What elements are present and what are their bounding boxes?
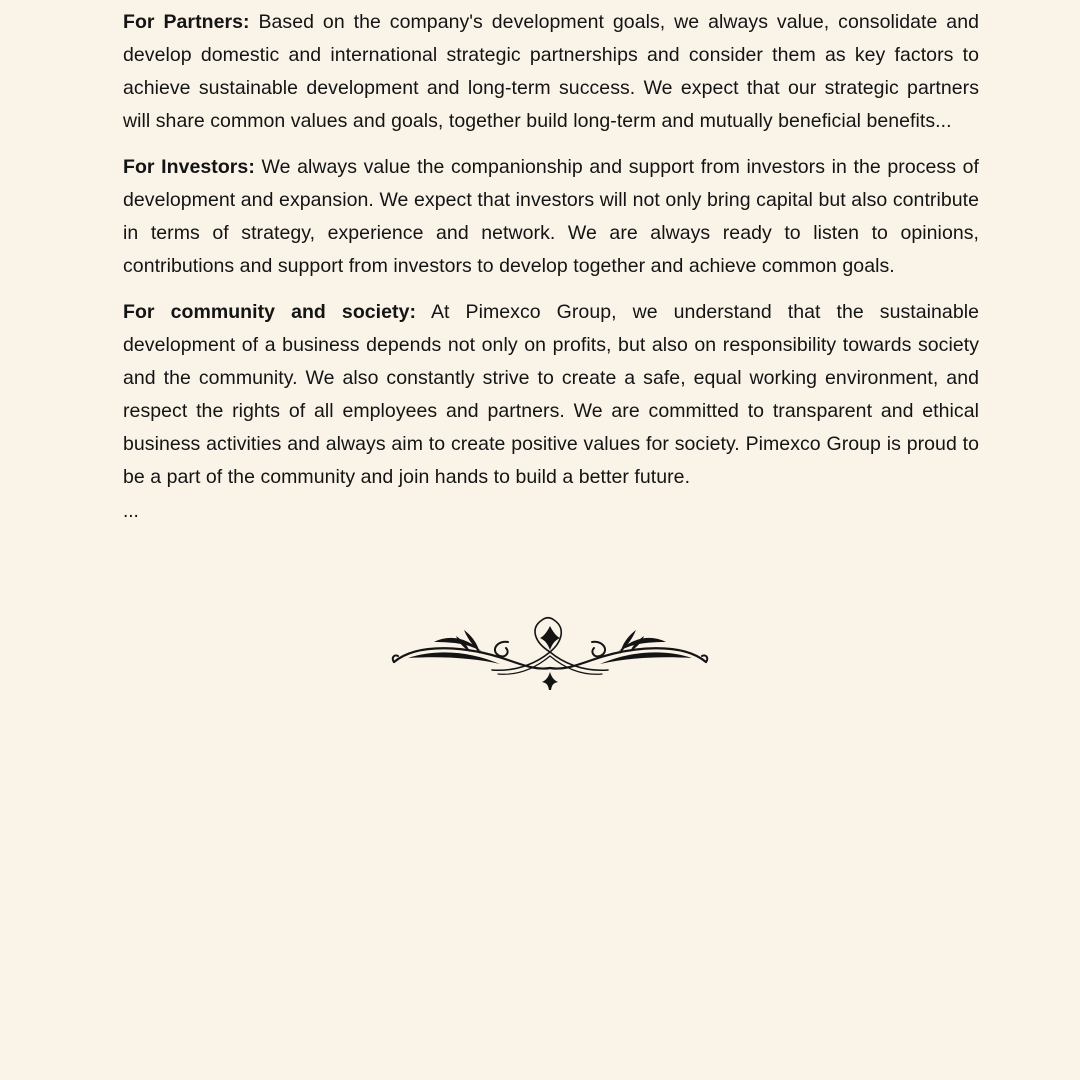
investors-text: We always value the companionship and support from investors in the process of development and expansion. We expect that investors will not only bring capital but also contribute in terms of strategy, experience and network. We are always ready to listen to opinions, contributions and support from investors to develop together and achieve common goals. xyxy=(123,156,979,277)
investors-heading: For Investors: xyxy=(123,156,255,178)
community-text: At Pimexco Group, we understand that the sustainable development of a business depends not only on profits, but also on responsibility towards society and the community. We also constantly strive to create a safe, equal working environment, and respect the rights of all employees and partners. We are committed to transparent and ethical business activities and always aim to create positive values for society. Pimexco Group is proud to be a part of the community and join hands to build a better future. xyxy=(123,301,979,488)
community-paragraph xyxy=(123,296,979,494)
investors-paragraph xyxy=(123,151,979,283)
document-body xyxy=(123,6,979,528)
flourish-divider-icon xyxy=(388,612,712,694)
partners-text: Based on the company's development goals, we always value, consolidate and develop domestic and international strategic partnerships and consider them as key factors to achieve sustainable development and long-term success. We expect that our strategic partners will share common values and goals, together build long-term and mutually beneficial benefits... xyxy=(123,11,979,132)
partners-heading: For Partners: xyxy=(123,11,250,33)
community-heading: For community and society: xyxy=(123,301,417,323)
continuation-ellipsis: ... xyxy=(123,501,139,522)
partners-paragraph xyxy=(123,6,979,138)
